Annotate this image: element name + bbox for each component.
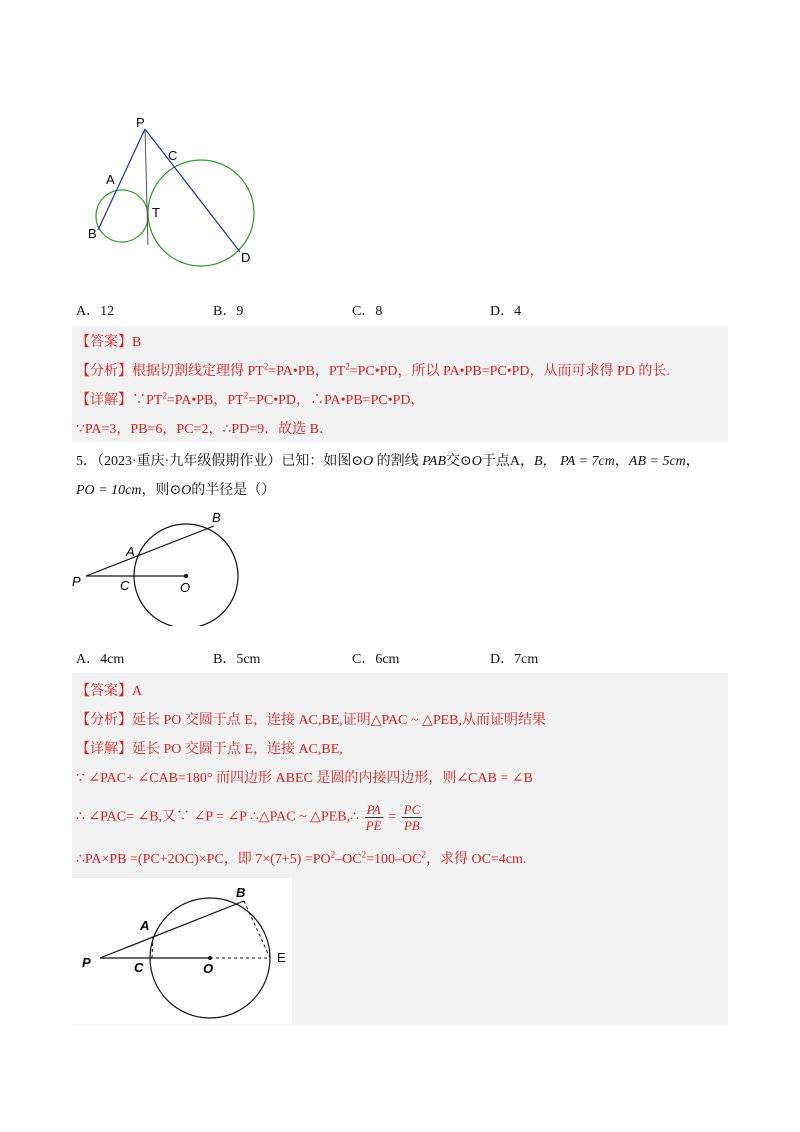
label-C: C — [134, 960, 144, 975]
option-c[interactable]: C．8 — [352, 304, 383, 319]
label-C: C — [168, 148, 178, 163]
line-pd — [145, 129, 240, 252]
label-D: D — [241, 250, 251, 265]
question-5-line-2: PO = 10cm，则⊙O的半径是（） — [76, 483, 276, 498]
label-O: O — [203, 961, 214, 976]
label-T: T — [152, 205, 160, 220]
line-be-dashed — [244, 901, 270, 958]
label-P: P — [136, 115, 145, 130]
detail-line-3: ∴ ∠PAC= ∠B,又∵ ∠P = ∠P ∴△PAC ~ △PEB,∴ $\frac{PA}{PE}$ = $\frac{PC}{PB}$ — [76, 802, 421, 833]
label-P: P — [82, 955, 91, 970]
label-P: P — [72, 574, 81, 589]
option-c[interactable]: C．6cm — [352, 652, 400, 667]
line-pb — [86, 526, 214, 576]
question-5-line-1: 5．（2023·重庆·九年级假期作业）已知：如图⊙O 的割线 PAB交⊙O于点A，B， PA = 7cm，AB = 5cm， — [76, 454, 700, 469]
center-dot — [184, 574, 188, 578]
option-b[interactable]: B．5cm — [213, 652, 261, 667]
label-B: B — [88, 226, 97, 241]
analysis-line: 【分析】根据切割线定理得 $PT^2=PA•PB$，$PT^2=PC•PD$，所以 PA•PB=PC•PD，从而可求得 PD 的长. — [76, 361, 670, 379]
label-E: E — [277, 950, 286, 965]
small-circle — [96, 190, 148, 242]
label-A: A — [140, 918, 150, 933]
label-O: O — [180, 580, 191, 595]
detail-line-1: 【详解】$\because PT^2=PA•PB$，$PT^2=PC•PD$，∴PA•PB=PC•PD， — [76, 390, 425, 408]
figure-tangent-circles — [80, 112, 270, 272]
label-C: C — [120, 578, 130, 593]
label-B: B — [212, 510, 221, 525]
label-A: A — [106, 172, 115, 187]
option-d[interactable]: D．4 — [490, 304, 522, 319]
center-dot — [208, 956, 212, 960]
detail-line-4: ∴PA×PB =(PC+2OC)×PC，即 $7\times(7+5) =PO^2-OC^2=100-OC^2$，求得 OC=4cm. — [76, 849, 527, 867]
answer-line: 【答案】A — [76, 684, 143, 699]
option-b[interactable]: B．9 — [213, 304, 244, 319]
analysis-line: 【分析】延长 PO 交圆于点 E，连接 AC,BE,证明△PAC ~ △PEB,从而证明结果 — [76, 713, 547, 728]
detail-line-2: ∵PA=3，PB=6，PC=2，∴PD=9．故选 B． — [76, 422, 333, 437]
answer-line: 【答案】B — [76, 335, 142, 350]
figure-solution — [72, 878, 292, 1024]
option-a[interactable]: A．4cm — [76, 652, 125, 667]
option-a[interactable]: A．12 — [76, 304, 115, 319]
detail-line-1: 【详解】延长 PO 交圆于点 E，连接 AC,BE, — [76, 742, 343, 757]
fraction-pa-pe: $\frac{PA}{PE}$ — [365, 802, 382, 833]
label-B: B — [236, 885, 246, 900]
label-A: A — [126, 544, 135, 559]
line-pb — [100, 901, 244, 958]
detail-line-2: ∵ ∠PAC+ ∠CAB=180° 而四边形 ABEC 是圆的内接四边形，则∠CAB = ∠B — [76, 771, 533, 786]
fraction-pc-pb: $\frac{PC}{PB}$ — [403, 802, 421, 833]
figure-secant-circle — [70, 506, 260, 626]
option-d[interactable]: D．7cm — [490, 652, 539, 667]
